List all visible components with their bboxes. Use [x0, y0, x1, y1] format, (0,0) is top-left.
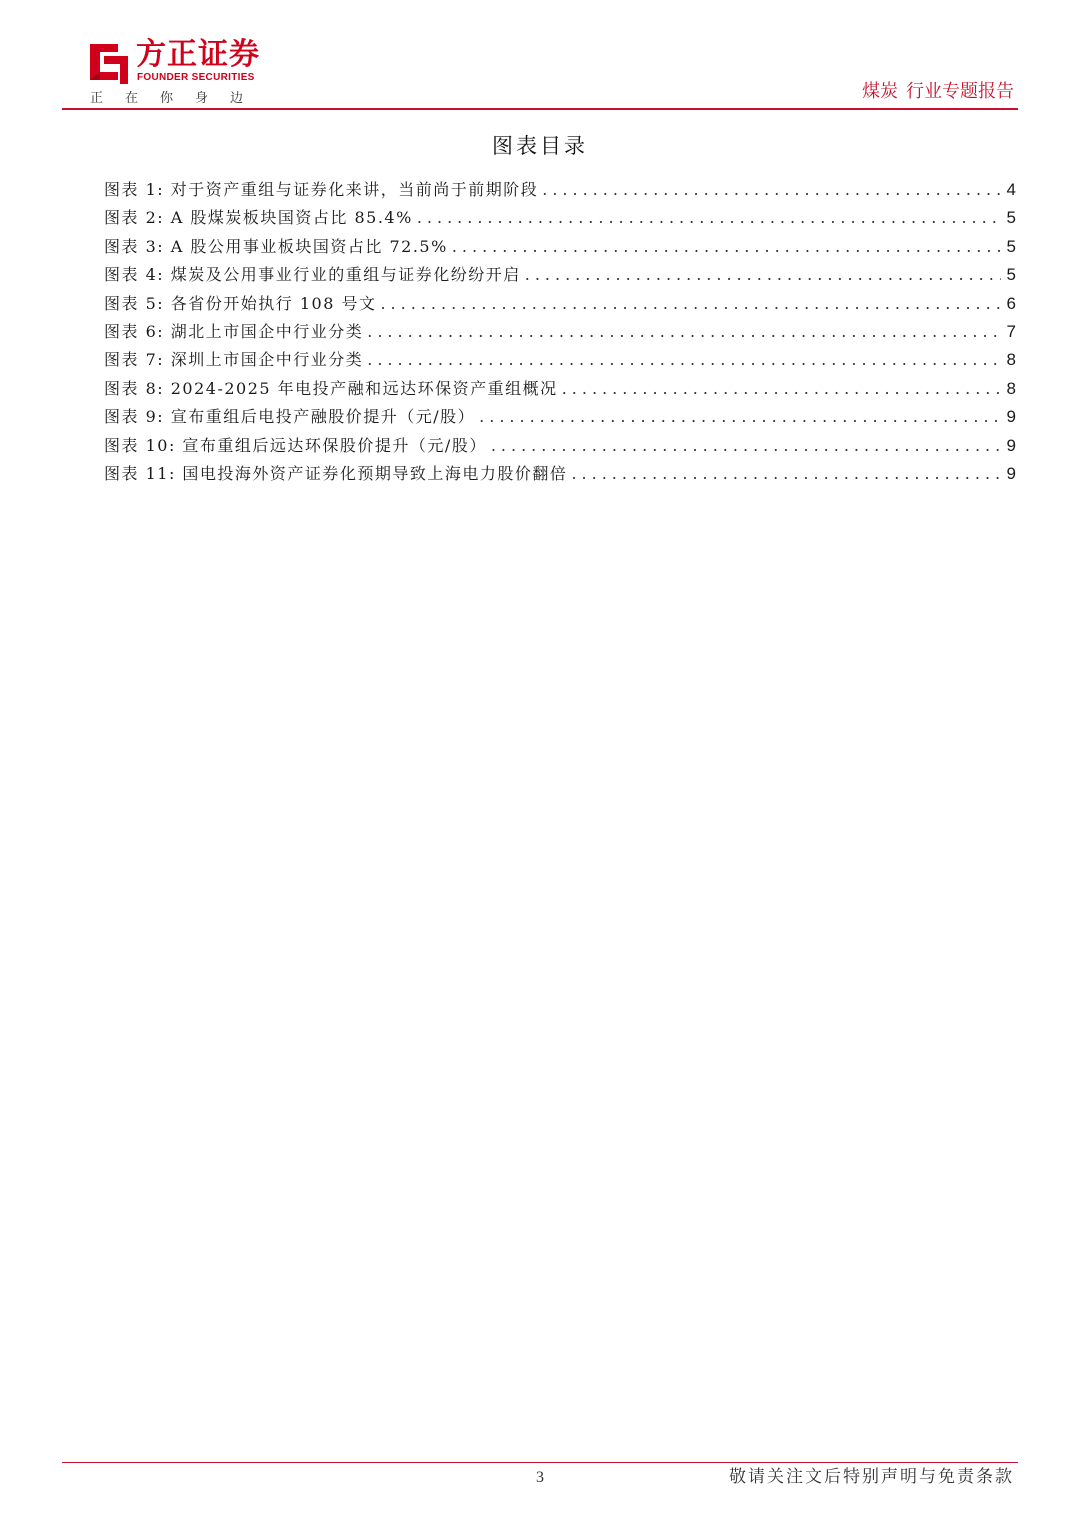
toc-item-label: 图表 1: 对于资产重组与证券化来讲，当前尚于前期阶段 — [104, 180, 539, 199]
toc-item-6[interactable] — [104, 318, 1016, 346]
page-header — [0, 0, 1080, 112]
toc-item-9[interactable] — [104, 403, 1016, 431]
toc-item-1[interactable] — [104, 176, 1016, 204]
footer-divider — [62, 1462, 1018, 1463]
toc-item-page: 8 — [1006, 350, 1016, 370]
toc-title: 图表目录 — [492, 134, 588, 158]
toc-item-page: 9 — [1006, 435, 1016, 455]
report-type-label: 行业专题报告 — [906, 81, 1014, 102]
toc-dot-leader — [562, 375, 1001, 403]
toc-item-label: 图表 3: A 股公用事业板块国资占比 72.5% — [104, 236, 448, 256]
toc-dot-leader — [491, 432, 1001, 460]
toc-item-label: 图表 4: 煤炭及公用事业行业的重组与证券化纷纷开启 — [104, 265, 521, 285]
toc-item-4[interactable] — [104, 261, 1016, 289]
toc-dot-leader — [452, 233, 1001, 261]
toc-item-7[interactable] — [104, 346, 1016, 374]
toc-item-label: 图表 6: 湖北上市国企中行业分类 — [104, 321, 364, 341]
toc-item-page: 6 — [1006, 293, 1016, 313]
toc-dot-leader — [479, 403, 1000, 431]
founder-securities-logo-icon — [88, 40, 130, 84]
disclaimer-note[interactable]: 敬请关注文后特别声明与免责条款 — [729, 1467, 1014, 1487]
toc-item-label: 图表 7: 深圳上市国企中行业分类 — [104, 350, 364, 370]
logo-slogan: 正在你身边 — [90, 91, 266, 106]
toc-item-11[interactable] — [104, 460, 1016, 488]
toc-item-2[interactable] — [104, 204, 1016, 232]
toc-item-label: 图表 8: 2024-2025 年电投产融和远达环保资产重组概况 — [104, 378, 558, 398]
toc-dot-leader — [417, 204, 1001, 232]
toc-dot-leader — [367, 318, 1000, 346]
page-number: 3 — [536, 1469, 544, 1486]
toc-item-label: 图表 5: 各省份开始执行 108 号文 — [104, 293, 377, 313]
toc-dot-leader — [380, 290, 1000, 318]
toc-item-page: 4 — [1006, 180, 1016, 199]
toc-item-page: 9 — [1006, 407, 1016, 427]
toc-item-3[interactable] — [104, 233, 1016, 261]
toc-item-label: 图表 9: 宣布重组后电投产融股价提升（元/股） — [104, 407, 476, 427]
logo-english-name: FOUNDER SECURITIES — [137, 72, 255, 83]
toc-dot-leader — [367, 346, 1000, 374]
toc-item-label: 图表 11: 国电投海外资产证券化预期导致上海电力股价翻倍 — [104, 463, 568, 483]
toc-item-8[interactable] — [104, 375, 1016, 403]
toc-dot-leader — [571, 460, 1000, 488]
toc-item-page: 7 — [1006, 321, 1016, 341]
toc-item-page: 5 — [1006, 236, 1016, 256]
toc-item-label: 图表 10: 宣布重组后远达环保股价提升（元/股） — [104, 435, 487, 455]
toc-item-5[interactable] — [104, 290, 1016, 318]
toc-item-page: 8 — [1006, 378, 1016, 398]
toc-item-page: 9 — [1006, 463, 1016, 483]
toc-item-page: 5 — [1006, 265, 1016, 285]
toc-dot-leader — [525, 261, 1001, 289]
figure-toc-list — [104, 176, 1016, 488]
report-category — [862, 81, 1014, 103]
toc-item-page: 5 — [1006, 208, 1016, 228]
header-divider — [62, 108, 1018, 110]
toc-item-10[interactable] — [104, 432, 1016, 460]
toc-item-label: 图表 2: A 股煤炭板块国资占比 85.4% — [104, 208, 413, 228]
industry-label: 煤炭 — [862, 81, 898, 102]
toc-dot-leader — [542, 176, 1000, 204]
logo-chinese-name: 方正证券 — [136, 37, 260, 72]
